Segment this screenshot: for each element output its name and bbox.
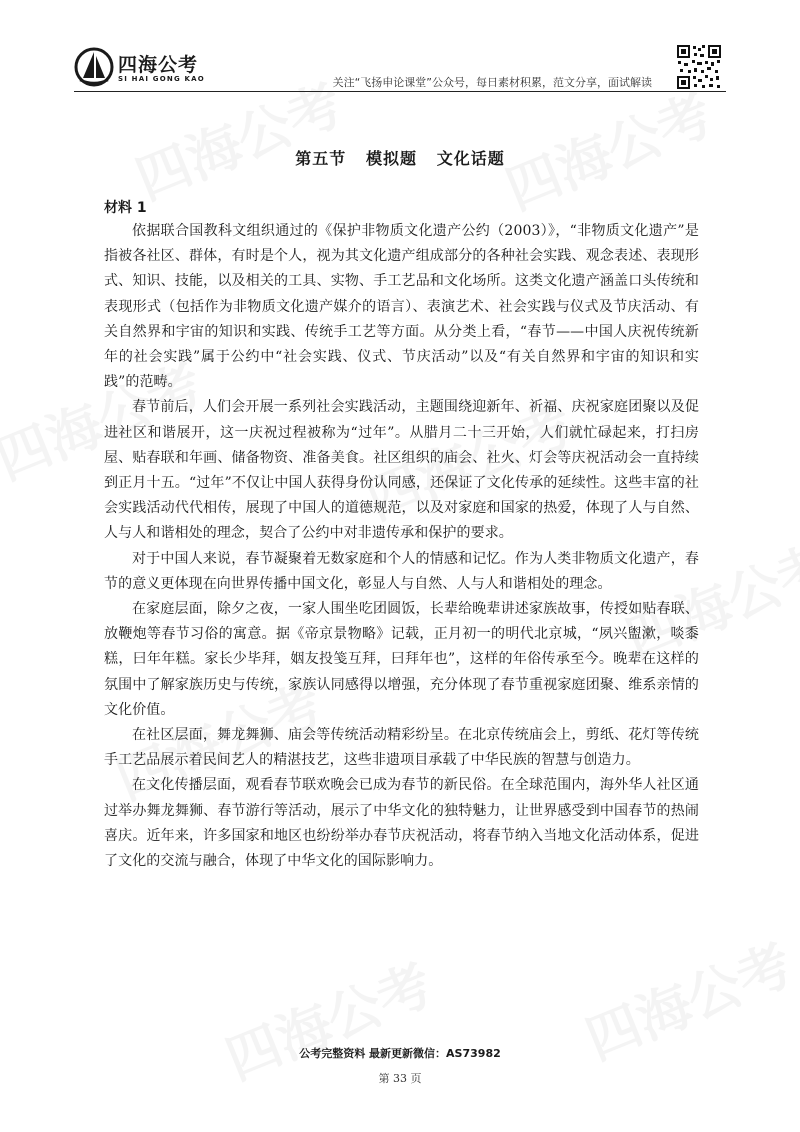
paragraph: 在文化传播层面，观看春节联欢晚会已成为春节的新民俗。在全球范围内，海外华人社区通过举办舞龙舞狮、春节游行等活动，展示了中华文化的独特魅力，让世界感受到中国春节的热闹喜庆。近年来，许多国家和地区也纷纷举办春节庆祝活动，将春节纳入当地文化活动体系，促进了文化的交流与融合，体现了中华文化的国际影响力。 [104, 777, 699, 870]
page-header [0, 0, 800, 96]
brand-logo [74, 46, 214, 92]
qr-code-icon [676, 44, 722, 90]
section-label: 材料 1 [104, 200, 147, 216]
footer-note: 公考完整资料 最新更新微信：AS73982 [299, 1047, 501, 1060]
header-slogan: 关注“飞扬申论课堂”公众号，每日素材积累，范文分享，面试解读 [332, 76, 652, 89]
paragraph: 在社区层面，舞龙舞狮、庙会等传统活动精彩纷呈。在北京传统庙会上，剪纸、花灯等传统手工艺品展示着民间艺人的精湛技艺，这些非遗项目承载了中华民族的智慧与创造力。 [104, 727, 699, 769]
page-number: 第 33 页 [378, 1072, 422, 1085]
sailboat-logo-icon [74, 46, 114, 88]
material-body [104, 219, 699, 874]
paragraph: 春节前后，人们会开展一系列社会实践活动，主题围绕迎新年、祈福、庆祝家庭团聚以及促进社区和谐展开，这一庆祝过程被称为“过年”。从腊月二十三开始，人们就忙碌起来，打扫房屋、贴春联和年画、储备物资、准备美食。社区组织的庙会、社火、灯会等庆祝活动会一直持续到正月十五。“过年”不仅让中国人获得身份认同感，还保证了文化传承的延续性。这些丰富的社会实践活动代代相传，展现了中国人的道德规范，以及对家庭和国家的热爱，体现了人与自然、人与人和谐相处的理念，契合了公约中对非遗传承和保护的要求。 [104, 399, 699, 542]
paragraph: 对于中国人来说，春节凝聚着无数家庭和个人的情感和记忆。作为人类非物质文化遗产，春节的意义更体现在向世界传播中国文化，彰显人与自然、人与人和谐相处的理念。 [104, 550, 699, 592]
logo-text: 四海公考 [118, 54, 199, 76]
paragraph: 在家庭层面，除夕之夜，一家人围坐吃团圆饭，长辈给晚辈讲述家族故事，传授如贴春联、放鞭炮等春节习俗的寓意。据《帝京景物略》记载，正月初一的明代北京城，“夙兴盥漱，啖黍糕，曰年年糕。家长少毕拜，姻友投笺互拜，曰拜年也”，这样的年俗传承至今。晚辈在这样的氛围中了解家族历史与传统，家族认同感得以增强，充分体现了春节重视家庭团聚、维系亲情的文化价值。 [104, 601, 699, 718]
logo-subtext: SI HAI GONG KAO [118, 75, 205, 83]
header-divider [74, 91, 726, 92]
paragraph: 依据联合国教科文组织通过的《保护非物质文化遗产公约（2003）》，“非物质文化遗产”是指被各社区、群体，有时是个人，视为其文化遗产组成部分的各种社会实践、观念表述、表现形式、知识、技能，以及相关的工具、实物、手工艺品和文化场所。这类文化遗产涵盖口头传统和表现形式（包括作为非物质文化遗产媒介的语言）、表演艺术、社会实践与仪式及节庆活动、有关自然界和宇宙的知识和实践、传统手工艺等方面。从分类上看，“春节——中国人庆祝传统新年的社会实践”属于公约中“社会实践、仪式、节庆活动”以及“有关自然界和宇宙的知识和实践”的范畴。 [104, 223, 699, 391]
page-title: 第五节 模拟题 文化话题 [295, 149, 505, 168]
